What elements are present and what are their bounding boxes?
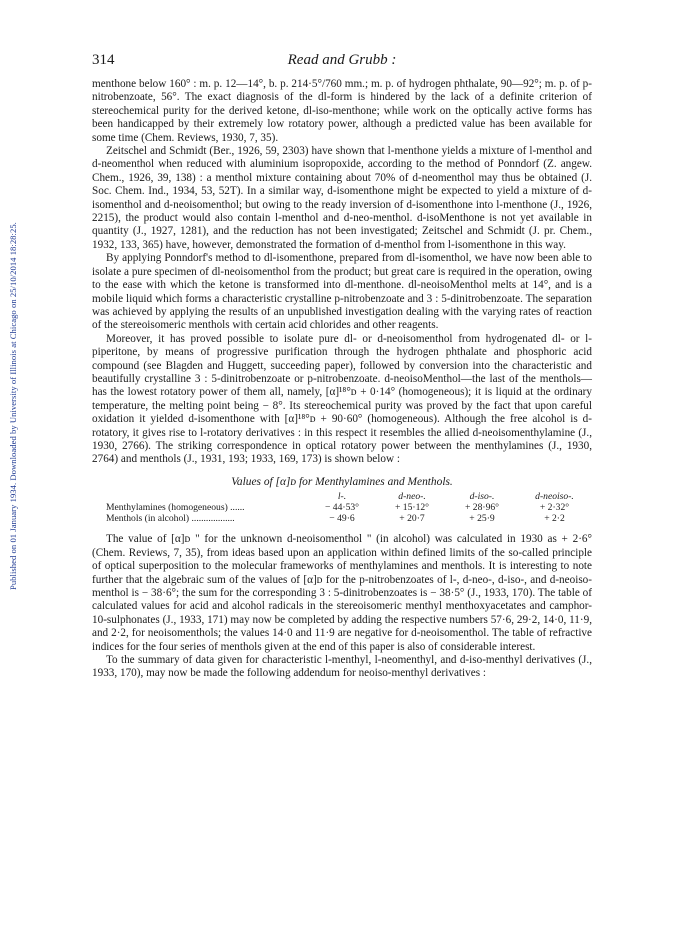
table-row	[92, 502, 592, 513]
row-label: Menthylamines (homogeneous) ......	[106, 501, 245, 513]
article-body	[92, 78, 592, 681]
table-title: Values of [α]ᴅ for Menthylamines and Menthols.	[231, 475, 453, 488]
page-header	[92, 52, 592, 72]
table-header-row	[92, 491, 592, 502]
table-cell: − 49·6	[329, 513, 355, 525]
paragraph: The value of [α]ᴅ " for the unknown d-neoisomenthol " (in alcohol) was calculated in 1930 as + 2·6° (Chem. Reviews, 7, 35), from ideas based upon an application within defined limits of the so-called principle of optical superposition to the molecular frameworks of menthylamines and menthols. It is interesting to note further that the algebraic sum of the values of [α]ᴅ for the p-nitrobenzoates of l-, d-neo-, d-iso-, and d-neoiso-menthol is − 38·6°; the sum for the corresponding 3 : 5-dinitrobenzoates is − 38·5° (J., 1933, 170). The table of calculated values for acid and alcohol radicals in the stereoisomeric menthyl menthoxyacetates and camphor-10-sulphonates (J., 1933, 171) may now be completed by adding the respective numbers 57·6, 29·2, 14·0, 11·9, and 2·2, for neoisomenthols; the values 14·0 and 11·9 are negative for d-neoisomenthol. The table of refractive indices for the four series of menthols given at the end of this paper is also of considerable interest.	[92, 533, 592, 653]
row-label: Menthols (in alcohol) ..................	[106, 513, 235, 525]
table-cell: + 2·2	[544, 513, 565, 525]
running-head: Read and Grubb :	[287, 52, 397, 68]
column-header: d-neo-.	[398, 490, 426, 502]
paragraph: To the summary of data given for characteristic l-menthyl, l-neomenthyl, and d-iso-menthyl derivatives (J., 1933, 170), may now be made the following addendum for neoiso-menthyl derivatives :	[92, 654, 592, 680]
paragraph: menthone below 160° : m. p. 12—14°, b. p. 214·5°/760 mm.; m. p. of hydrogen phthalate, 90—92°; m. p. of p-nitrobenzoate, 56°. The exact diagnosis of the dl-form is hindered by the lack of a definite criterion of stereochemical purity for the derived ketone, dl-iso-menthone; while work on the optically active forms has been handicapped by their extremely low rotatory power, although a predicted value has been available for some time (Chem. Reviews, 1930, 7, 35).	[92, 78, 592, 144]
table-cell: + 28·96°	[464, 501, 500, 513]
paragraph: By applying Ponndorf's method to dl-isomenthone, prepared from dl-isomenthol, we have now been able to isolate a pure specimen of dl-neoisomenthol from the product; but great care is required in the operation, owing to the ease with which the ketone is transformed into dl-menthone. dl-neoisoMenthol melts at 14°, and is a mobile liquid which forms a characteristic crystalline p-nitrobenzoate and 3 : 5-dinitrobenzoate. The separation was achieved by applying the results of an unpublished investigation dealing with the varying rates of reaction of the stereoisomeric menthols with certain acid chlorides and other reagents.	[92, 252, 592, 332]
rotation-values-table	[92, 491, 592, 525]
download-notice-sidebar	[6, 130, 20, 590]
download-notice-text: Published on 01 January 1934. Downloaded by University of Illinois at Chicago on 25/10/2014 18:28:25.	[8, 222, 18, 590]
column-header-blank	[92, 491, 307, 502]
paragraph: Moreover, it has proved possible to isolate pure dl- or d-neoisomenthol from hydrogenated dl- or l-piperitone, by means of progressive purification through the hydrogen phthalate and phosphoric acid compound (see Blagden and Huggett, succeeding paper), followed by conversion into the characteristic and beautifully crystalline 3 : 5-dinitrobenzoate or p-nitrobenzoate. d-neoisoMenthol—the last of the menthols—has the lowest rotatory power of them all, namely, [α]¹⁸°ᴅ + 0·14° (homogeneous); it is liquid at the ordinary temperature, the melting point being − 8°. Its stereochemical purity was proved by the fact that upon careful oxidation it yielded d-isomenthone with [α]¹⁸°ᴅ + 90·60° (homogeneous). Although the free alcohol is d-rotatory, it gives rise to l-rotatory derivatives : in this respect it resembles the allied d-neoisomenthylamine (J., 1930, 2766). The striking correspondence in optical rotatory power between the menthylamines (J., 1930, 2764) and menthols (J., 1931, 193; 1933, 169, 173) is shown below :	[92, 332, 592, 466]
table-cell: − 44·53°	[324, 501, 360, 513]
column-header: d-iso-.	[469, 490, 495, 502]
paragraph: Zeitschel and Schmidt (Ber., 1926, 59, 2303) have shown that l-menthone yields a mixture of l-menthol and d-neomenthol when reduced with aluminium isopropoxide, according to the method of Ponndorf (Z. angew. Chem., 1926, 39, 138) : a menthol mixture containing about 70% of d-neomenthol may thus be obtained (J. Soc. Chem. Ind., 1934, 53, 52T). In a similar way, d-isomenthone might be expected to yield a mixture of d-isomenthol and d-neoisomenthol; but owing to the ready inversion of d-isomenthone into l-menthone (J., 1926, 2215), the product would also contain l-menthol and d-neo-menthol. d-isoMenthone is not yet available in quantity (J., 1927, 1281), and the reduction has not been investigated; Zeitschel and Schmidt (J. pr. Chem., 1932, 133, 365) have, however, demonstrated the formation of d-menthol from l-isomenthone in this way.	[92, 145, 592, 251]
column-header: l-.	[337, 490, 347, 502]
table-cell: + 15·12°	[394, 501, 430, 513]
table-cell: + 20·7	[399, 513, 425, 525]
table-row	[92, 513, 592, 524]
table-cell: + 25·9	[469, 513, 495, 525]
table-cell: + 2·32°	[539, 501, 570, 513]
page-number: 314	[92, 52, 115, 68]
column-header: d-neoiso-.	[535, 490, 574, 502]
